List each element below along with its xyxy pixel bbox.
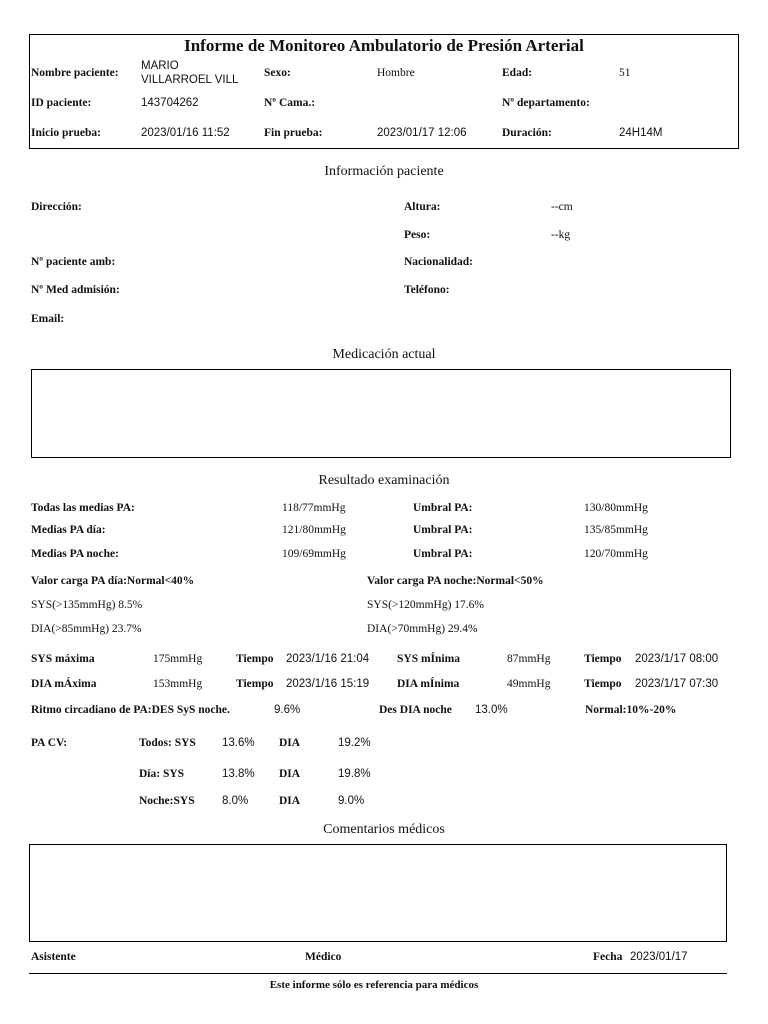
comments-box	[29, 844, 727, 942]
sys-max-label: SYS máxima	[31, 653, 95, 665]
sex-value: Hombre	[377, 67, 415, 79]
height-label: Altura:	[404, 201, 441, 213]
height-value: --cm	[551, 201, 573, 213]
assistant-label: Asistente	[31, 951, 76, 963]
start-label: Inicio prueba:	[31, 127, 101, 139]
bed-label: Nº Cama.:	[264, 97, 316, 109]
threshold-day-label: Umbral PA:	[413, 524, 473, 536]
dia-min-label: DIA mÍnima	[397, 678, 460, 690]
cv-all-label: Todos: SYS	[139, 737, 196, 749]
phone-label: Teléfono:	[404, 284, 450, 296]
circadian-dia-value: 13.0%	[475, 704, 508, 716]
load-night-dia: DIA(>70mmHg) 29.4%	[367, 623, 478, 635]
threshold-all-value: 130/80mmHg	[584, 502, 648, 514]
cv-day-sys: 13.8%	[222, 768, 255, 780]
circadian-sys-value: 9.6%	[274, 704, 301, 716]
cv-all-dia: 19.2%	[338, 737, 371, 749]
sys-min-value: 87mmHg	[507, 653, 551, 665]
doctor-label: Médico	[305, 951, 342, 963]
load-day-title: Valor carga PA día:Normal<40%	[31, 575, 195, 587]
start-value: 2023/01/16 11:52	[141, 127, 230, 139]
end-value: 2023/01/17 12:06	[377, 127, 467, 139]
sys-min-time: 2023/1/17 08:00	[635, 653, 719, 665]
weight-value: --kg	[551, 229, 571, 241]
report-title: Informe de Monitoreo Ambulatorio de Presión Arterial	[184, 36, 584, 55]
footer-divider	[29, 973, 727, 974]
load-night-title: Valor carga PA noche:Normal<50%	[367, 575, 544, 587]
cv-label: PA CV:	[31, 737, 68, 749]
comments-title: Comentarios médicos	[323, 822, 445, 837]
patient-info-title: Información paciente	[324, 164, 444, 179]
day-avg-value: 121/80mmHg	[282, 524, 346, 536]
patient-name-label: Nombre paciente:	[31, 67, 119, 79]
threshold-night-label: Umbral PA:	[413, 548, 473, 560]
night-avg-label: Medias PA noche:	[31, 548, 119, 560]
footer-note: Este informe sólo es referencia para médicos	[269, 979, 479, 991]
patient-name-value: MARIO VILLARROEL VILL	[141, 60, 239, 86]
cv-day-dia: 19.8%	[338, 768, 371, 780]
cv-night-label: Noche:SYS	[139, 795, 195, 807]
dia-max-time: 2023/1/16 15:19	[286, 678, 370, 690]
address-label: Dirección:	[31, 201, 82, 213]
threshold-night-value: 120/70mmHg	[584, 548, 648, 560]
sex-label: Sexo:	[264, 67, 291, 79]
dia-min-value: 49mmHg	[507, 678, 551, 690]
sys-max-time: 2023/1/16 21:04	[286, 653, 370, 665]
amb-patient-label: Nº paciente amb:	[31, 256, 116, 268]
dia-max-label: DIA mÁxima	[31, 678, 97, 690]
sys-min-label: SYS mÍnima	[397, 653, 460, 665]
day-avg-label: Medias PA día:	[31, 524, 106, 536]
dia-max-value: 153mmHg	[153, 678, 203, 690]
circadian-label: Ritmo circadiano de PA:DES SyS noche.	[31, 704, 230, 716]
weight-label: Peso:	[404, 229, 431, 241]
date-label: Fecha	[593, 951, 623, 963]
patient-id-label: ID paciente:	[31, 97, 92, 109]
end-label: Fin prueba:	[264, 127, 323, 139]
sys-max-value: 175mmHg	[153, 653, 203, 665]
cv-day-dia-label: DIA	[279, 768, 301, 780]
sys-max-time-label: Tiempo	[236, 653, 274, 665]
department-label: Nº departamento:	[502, 97, 590, 109]
age-label: Edad:	[502, 67, 533, 79]
cv-night-sys: 8.0%	[222, 795, 249, 807]
circadian-normal: Normal:10%-20%	[585, 704, 677, 716]
threshold-all-label: Umbral PA:	[413, 502, 473, 514]
results-title: Resultado examinación	[318, 473, 450, 488]
email-label: Email:	[31, 313, 65, 325]
circadian-dia-label: Des DIA noche	[379, 704, 452, 716]
med-admission-label: Nº Med admisión:	[31, 284, 120, 296]
duration-value: 24H14M	[619, 127, 663, 139]
dia-min-time: 2023/1/17 07:30	[635, 678, 719, 690]
medication-title: Medicación actual	[332, 347, 436, 362]
cv-all-dia-label: DIA	[279, 737, 301, 749]
load-day-dia: DIA(>85mmHg) 23.7%	[31, 623, 142, 635]
nationality-label: Nacionalidad:	[404, 256, 474, 268]
threshold-day-value: 135/85mmHg	[584, 524, 648, 536]
patient-id-value: 143704262	[141, 97, 199, 109]
all-avg-label: Todas las medias PA:	[31, 502, 135, 514]
age-value: 51	[619, 67, 631, 79]
load-day-sys: SYS(>135mmHg) 8.5%	[31, 599, 143, 611]
dia-max-time-label: Tiempo	[236, 678, 274, 690]
cv-all-sys: 13.6%	[222, 737, 255, 749]
sys-min-time-label: Tiempo	[584, 653, 622, 665]
cv-night-dia-label: DIA	[279, 795, 301, 807]
medication-box	[31, 369, 731, 458]
cv-night-dia: 9.0%	[338, 795, 365, 807]
date-value: 2023/01/17	[630, 951, 688, 963]
cv-day-label: Día: SYS	[139, 768, 185, 780]
duration-label: Duración:	[502, 127, 552, 139]
night-avg-value: 109/69mmHg	[282, 548, 346, 560]
load-night-sys: SYS(>120mmHg) 17.6%	[367, 599, 485, 611]
all-avg-value: 118/77mmHg	[282, 502, 346, 514]
dia-min-time-label: Tiempo	[584, 678, 622, 690]
